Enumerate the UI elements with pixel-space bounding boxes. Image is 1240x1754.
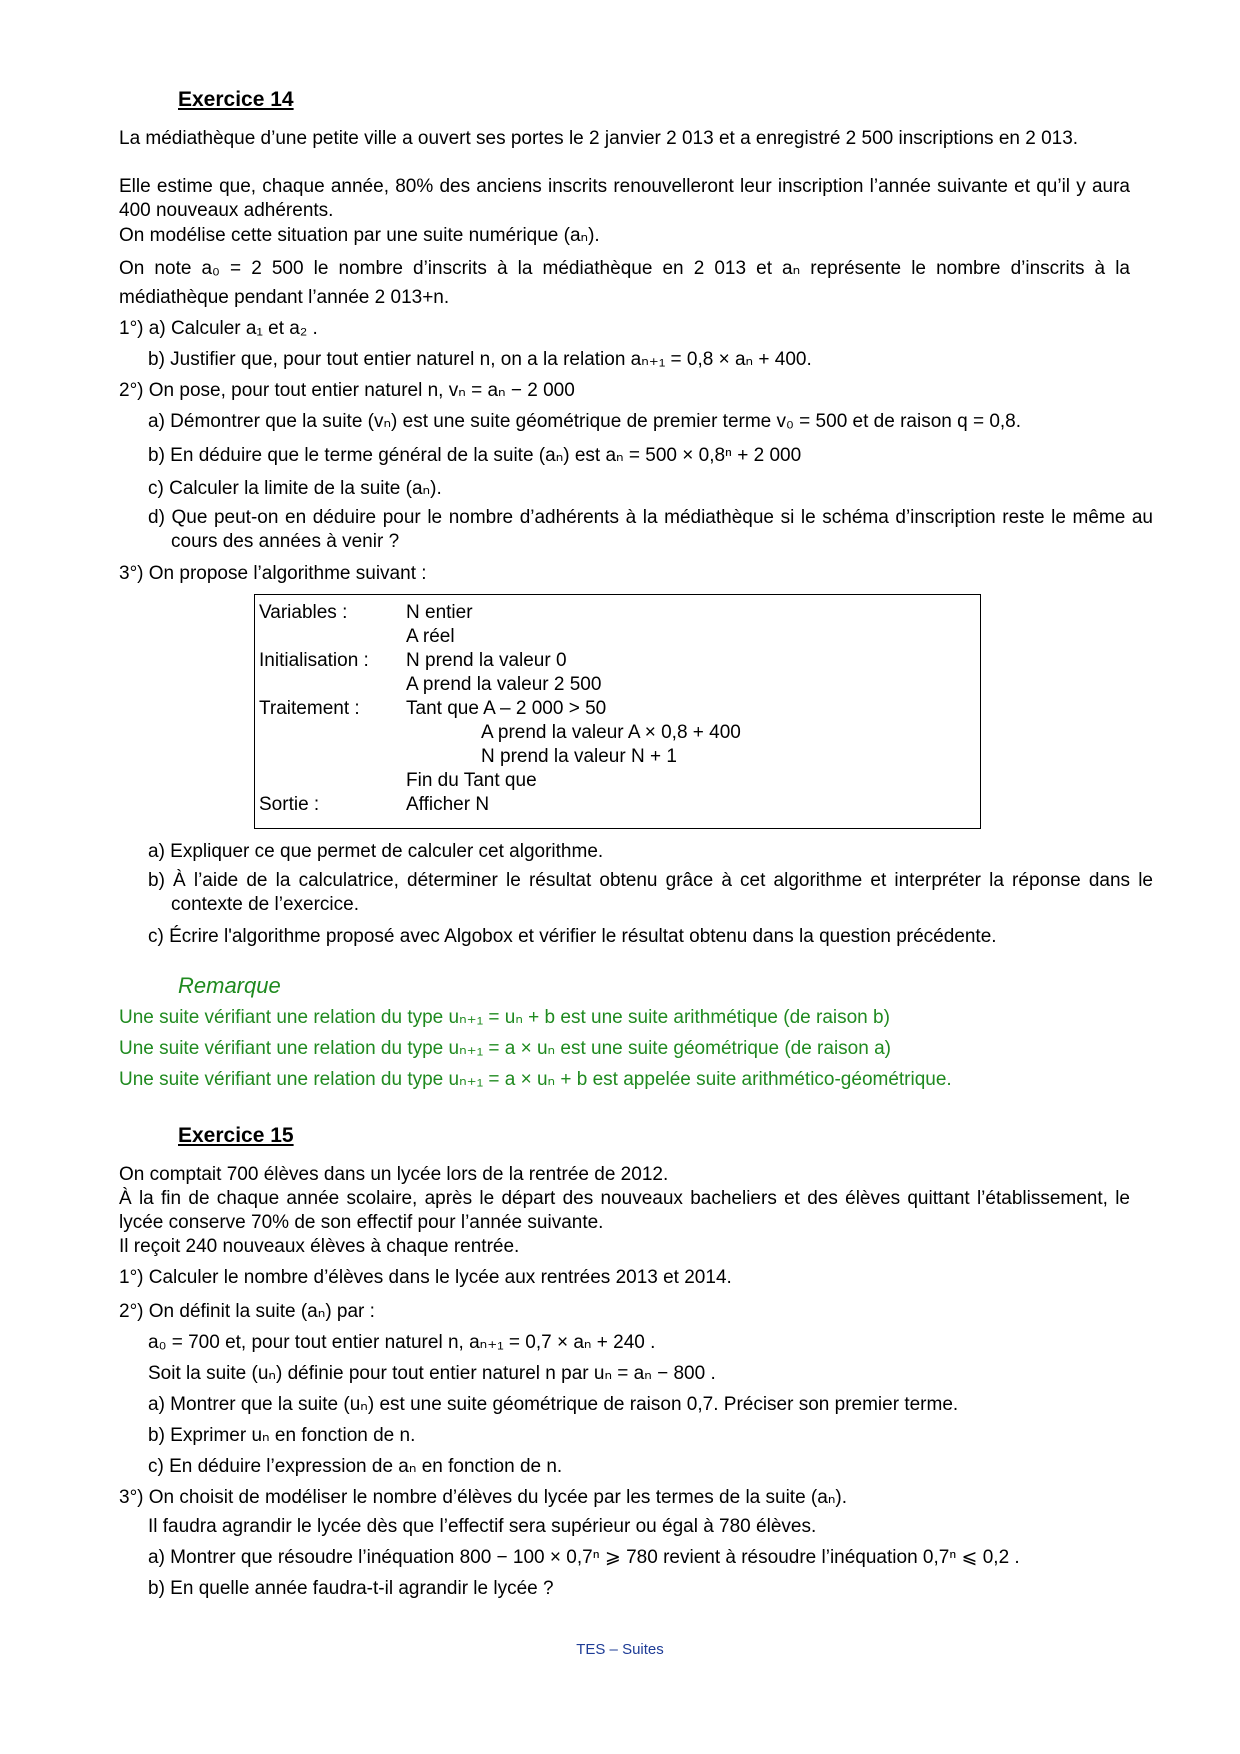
algo-output-label: Sortie : xyxy=(259,794,320,815)
algorithm-box xyxy=(254,594,981,829)
ex15-q3b: b) En quelle année faudra-t-il agrandir le lycée ? xyxy=(148,1578,554,1599)
ex14-q1a: 1°) a) Calculer a₁ et a₂ . xyxy=(119,318,318,339)
algo-body-n: N prend la valeur N + 1 xyxy=(481,746,677,767)
exercise-15-title: Exercice 15 xyxy=(178,1124,294,1147)
ex15-q2c: c) En déduire l’expression de aₙ en fonction de n. xyxy=(148,1456,563,1477)
ex15-q2b: b) Exprimer uₙ en fonction de n. xyxy=(148,1425,416,1446)
ex15-q2: 2°) On définit la suite (aₙ) par : xyxy=(119,1301,375,1322)
exercise-14-title: Exercice 14 xyxy=(178,88,294,111)
ex15-q3-intro: Il faudra agrandir le lycée dès que l’effectif sera supérieur ou égal à 780 élèves. xyxy=(148,1516,817,1537)
ex14-q2a: a) Démontrer que la suite (vₙ) est une suite géométrique de premier terme v₀ = 500 et de raison q = 0,8. xyxy=(148,411,1022,432)
algo-loop: Tant que A – 2 000 > 50 xyxy=(406,698,607,719)
remark-line-arithmetico-geometric: Une suite vérifiant une relation du type uₙ₊₁ = a × uₙ + b est appelée suite arithmético-géométrique. xyxy=(119,1069,952,1090)
ex15-intro-2: À la fin de chaque année scolaire, après le départ des nouveaux bacheliers et des élèves quittant l’établissement, le lycée conserve 70% de son effectif pour l’année suivante. xyxy=(119,1188,1130,1233)
ex15-q3a: a) Montrer que résoudre l’inéquation 800 − 100 × 0,7ⁿ ⩾ 780 revient à résoudre l’inéquation 0,7ⁿ ⩽ 0,2 . xyxy=(148,1547,1020,1568)
algo-init-label: Initialisation : xyxy=(259,650,369,671)
ex15-q2-def-2: Soit la suite (uₙ) définie pour tout entier naturel n par uₙ = aₙ − 800 . xyxy=(148,1363,716,1384)
ex14-intro-2: Elle estime que, chaque année, 80% des anciens inscrits renouvelleront leur inscription l’année suivante et qu’il y aura 400 nouveaux adhérents. xyxy=(119,176,1130,221)
ex14-intro-3: On modélise cette situation par une suite numérique (aₙ). xyxy=(119,225,600,246)
ex14-q2d: d) Que peut-on en déduire pour le nombre d’adhérents à la médiathèque si le schéma d’inscription reste le même au cours des années à venir ? xyxy=(148,507,1153,552)
ex14-q3b: b) À l’aide de la calculatrice, déterminer le résultat obtenu grâce à cet algorithme et interpréter la réponse dans le contexte de l’exercice. xyxy=(148,870,1153,915)
algo-end: Fin du Tant que xyxy=(406,770,537,791)
ex14-q2b: b) En déduire que le terme général de la suite (aₙ) est aₙ = 500 × 0,8ⁿ + 2 000 xyxy=(148,445,802,466)
remark-title: Remarque xyxy=(178,973,281,998)
ex14-q3: 3°) On propose l’algorithme suivant : xyxy=(119,563,427,584)
ex14-q3a: a) Expliquer ce que permet de calculer cet algorithme. xyxy=(148,841,604,862)
ex14-q1b: b) Justifier que, pour tout entier naturel n, on a la relation aₙ₊₁ = 0,8 × aₙ + 400. xyxy=(148,349,812,370)
algo-trait-label: Traitement : xyxy=(259,698,360,719)
ex14-intro-4: On note a₀ = 2 500 le nombre d’inscrits à la médiathèque en 2 013 et aₙ représente le nombre d’inscrits à la médiathèque pendant l’année 2 013+n. xyxy=(119,258,1130,308)
algo-init-n: N prend la valeur 0 xyxy=(406,650,567,671)
algo-output: Afficher N xyxy=(406,794,490,815)
ex14-q2: 2°) On pose, pour tout entier naturel n, vₙ = aₙ − 2 000 xyxy=(119,380,575,401)
algo-variables-label: Variables : xyxy=(259,602,348,623)
algo-var-n: N entier xyxy=(406,602,473,623)
ex15-q2a: a) Montrer que la suite (uₙ) est une suite géométrique de raison 0,7. Préciser son premier terme. xyxy=(148,1394,959,1415)
remark-line-arithmetic: Une suite vérifiant une relation du type uₙ₊₁ = uₙ + b est une suite arithmétique (de raison b) xyxy=(119,1007,890,1028)
remark-line-geometric: Une suite vérifiant une relation du type uₙ₊₁ = a × uₙ est une suite géométrique (de raison a) xyxy=(119,1038,891,1059)
algo-body-a: A prend la valeur A × 0,8 + 400 xyxy=(481,722,741,743)
ex15-intro-1: On comptait 700 élèves dans un lycée lors de la rentrée de 2012. xyxy=(119,1164,669,1185)
ex14-q2c: c) Calculer la limite de la suite (aₙ). xyxy=(148,478,442,499)
ex14-intro-1: La médiathèque d’une petite ville a ouvert ses portes le 2 janvier 2 013 et a enregistré 2 500 inscriptions en 2 013. xyxy=(119,128,1079,149)
ex14-q3c: c) Écrire l'algorithme proposé avec Algobox et vérifier le résultat obtenu dans la question précédente. xyxy=(148,926,997,947)
ex15-q1: 1°) Calculer le nombre d’élèves dans le lycée aux rentrées 2013 et 2014. xyxy=(119,1267,732,1288)
algo-var-a: A réel xyxy=(406,626,455,647)
ex15-intro-3: Il reçoit 240 nouveaux élèves à chaque rentrée. xyxy=(119,1236,520,1257)
ex15-q3: 3°) On choisit de modéliser le nombre d’élèves du lycée par les termes de la suite (aₙ). xyxy=(119,1487,848,1508)
page-footer: TES – Suites xyxy=(576,1641,664,1658)
ex15-q2-def-1: a₀ = 700 et, pour tout entier naturel n, aₙ₊₁ = 0,7 × aₙ + 240 . xyxy=(148,1332,656,1353)
algo-init-a: A prend la valeur 2 500 xyxy=(406,674,602,695)
